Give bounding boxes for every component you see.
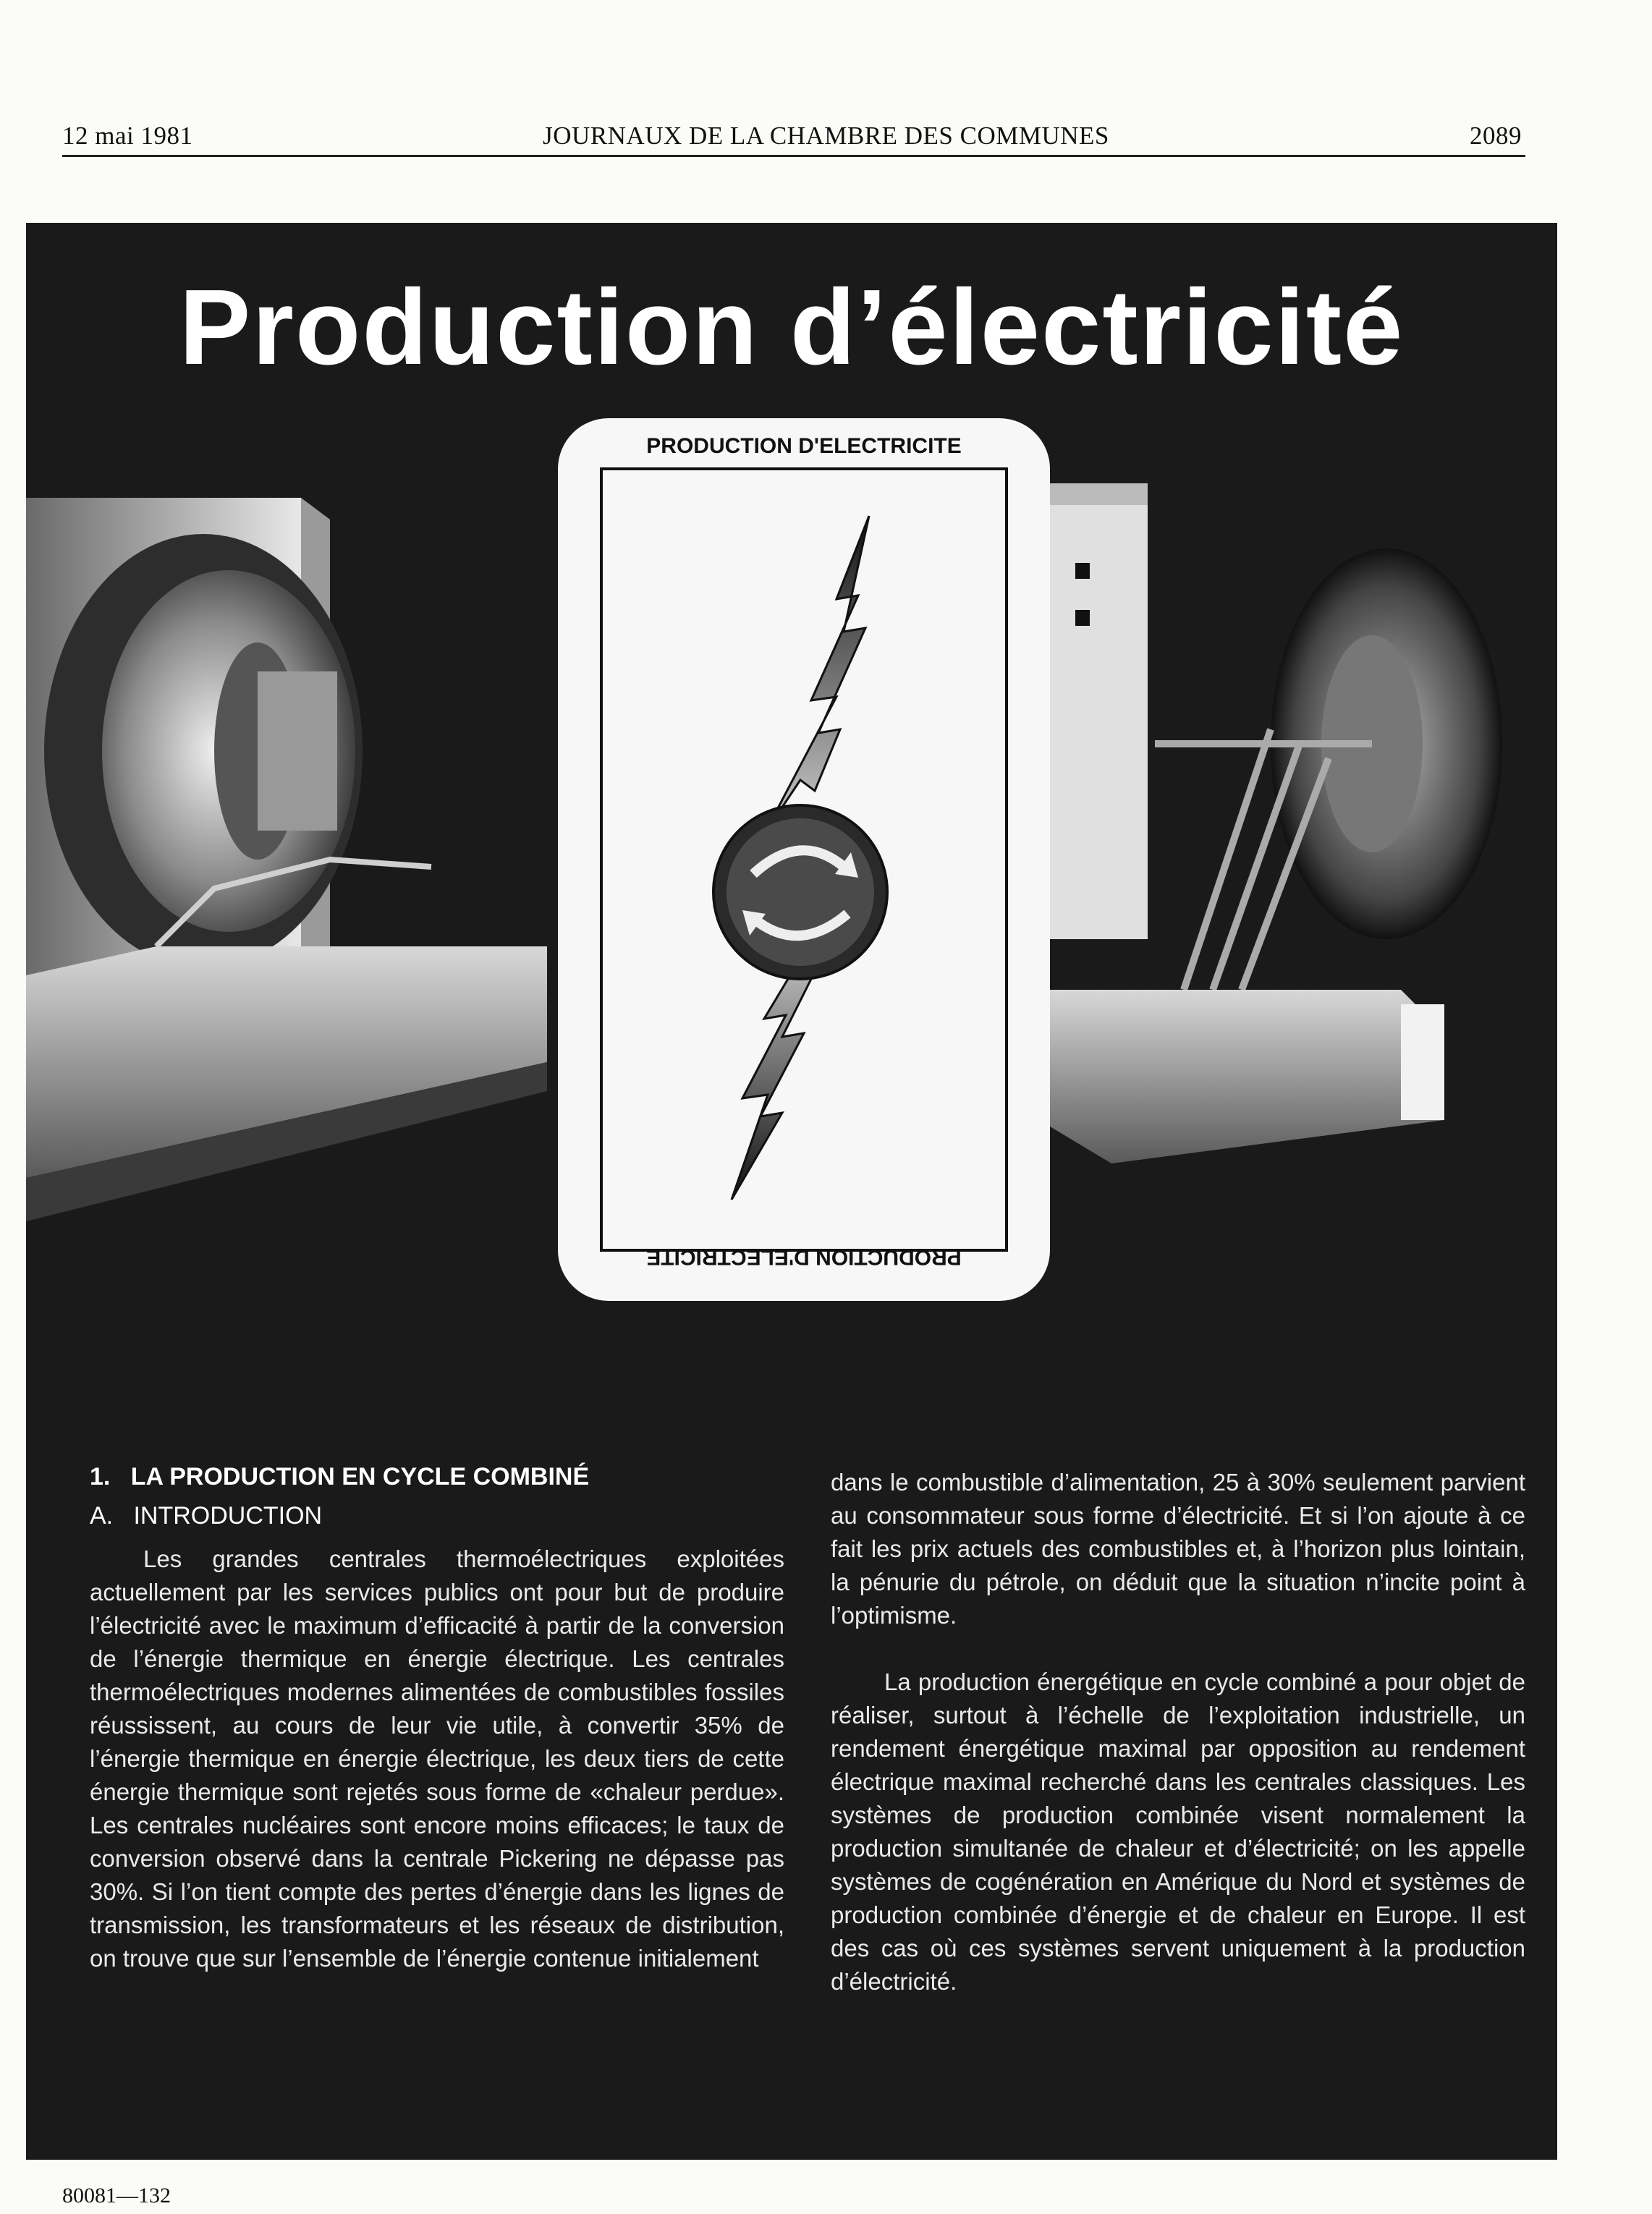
section-heading-number: 1.	[90, 1463, 111, 1490]
left-column	[90, 1460, 784, 1975]
right-paragraph-continued: dans le combustible d’alimentation, 25 à 30% seulement parvient au consommateur sous forme d’électricité. Et si l’on ajoute à ce fait les prix actuels des combustibles et, à l’horizon plus lointain, la pénurie du pétrole, on déduit que la situation n’incite point à l’optimisme.	[831, 1469, 1525, 1629]
header-page-number: 2089	[1470, 122, 1522, 150]
card-label-top: PRODUCTION D'ELECTRICITE	[646, 434, 962, 458]
section-heading-text: LA PRODUCTION EN CYCLE COMBINÉ	[130, 1463, 590, 1490]
left-paragraph: Les grandes centrales thermoélectriques exploitées actuellement par les services publics ont pour but de produire l’électricité avec le maximum d’efficacité à partir de la conversion de l’énergie thermique en énergie électrique. Les centrales thermoélectriques modernes alimentées de combustibles fossiles réussissent, au cours de leur vie utile, à convertir 35% de l’énergie thermique en énergie électrique, les deux tiers de cette énergie thermique sont rejetés sous forme de «chaleur perdue». Les centrales nucléaires sont encore moins efficaces; le taux de conversion observé dans la centrale Pickering ne dépasse pas 30%. Si l’on tient compte des pertes d’énergie dans les lignes de transmission, les transformateurs et les réseaux de distribution, on trouve que sur l’ensemble de l’énergie contenue initialement	[90, 1545, 784, 1972]
right-paragraph: La production énergétique en cycle combiné a pour objet de réaliser, surtout à l’échelle de l’exploitation industrielle, un rendement énergétique maximal par opposition au rendement électrique maximal recherché dans les centrales classiques. Les systèmes de production combinée visent normalement la production simultanée de chaleur et d’électricité; on les appelle systèmes de cogénération en Amérique du Nord et systèmes de production combinée d’énergie et de chaleur en Europe. Il est des cas où ces systèmes servent uniquement à la production d’électricité.	[831, 1668, 1525, 1995]
card-label-bottom: PRODUCTION D'ELECTRICITE	[646, 1245, 962, 1269]
feature-panel	[26, 223, 1557, 2160]
header-rule	[62, 155, 1525, 157]
right-column	[831, 1466, 1525, 1998]
subheading-letter: A.	[90, 1502, 114, 1530]
footer-print-code: 80081—132	[62, 2184, 171, 2207]
subheading-text: INTRODUCTION	[133, 1502, 323, 1530]
subheading	[90, 1499, 784, 1532]
header-date: 12 mai 1981	[62, 122, 193, 150]
right-base	[1039, 990, 1444, 1163]
generator-illustration	[26, 223, 1557, 1409]
feature-title: Production d’électricité	[179, 268, 1405, 387]
section-heading	[90, 1460, 784, 1493]
header-journal-title: JOURNAUX DE LA CHAMBRE DES COMMUNES	[543, 122, 1109, 150]
